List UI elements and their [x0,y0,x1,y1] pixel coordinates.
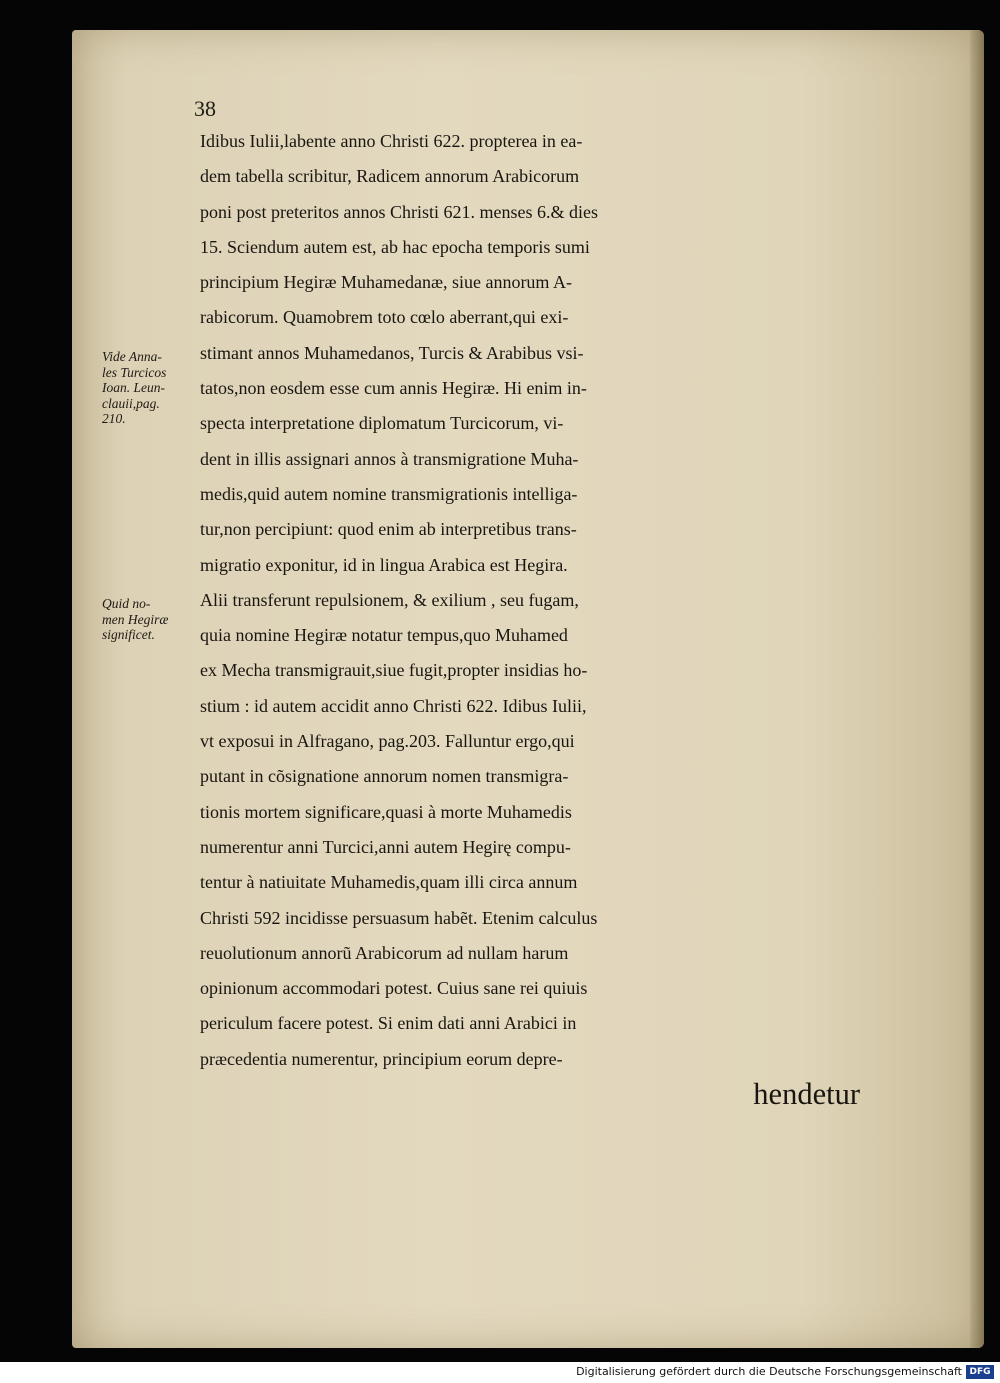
marginal-note-line: 210. [102,411,126,426]
text-line: tur,non percipiunt: quod enim ab interpretibus trans- [200,519,577,540]
catchword: hendetur [753,1077,860,1112]
text-line: Christi 592 incidisse persuasum habẽt. Etenim calculus [200,907,598,928]
page-number: 38 [194,96,216,121]
text-line: dem tabella scribitur, Radicem annorum Arabicorum [200,166,580,187]
text-line: migratio exponitur, id in lingua Arabica est Hegira. [200,554,568,575]
page-edge [970,30,984,1348]
text-line: numerentur anni Turcici,anni autem Hegirę compu- [200,836,571,857]
text-line: dent in illis assignari annos à transmigratione Muha- [200,448,579,469]
marginal-note-line: clauii,pag. [102,395,160,411]
marginal-note-line: Ioan. Leun- [102,380,165,395]
text-line: tionis mortem significare,quasi à morte Muhamedis [200,801,572,822]
text-line: poni post preteritos annos Christi 621. menses 6.& dies [200,201,598,222]
marginal-note-line: men Hegiræ [102,611,169,627]
text-line: opinionum accommodari potest. Cuius sane rei quiuis [200,978,588,999]
text-line: vt exposui in Alfragano, pag.203. Falluntur ergo,qui [200,731,575,752]
footer-bar [0,1362,1000,1383]
text-line: tentur à natiuitate Muhamedis,quam illi circa annum [200,872,578,893]
body-text [200,124,860,1112]
marginal-note-line: significet. [102,627,155,642]
marginal-note-annales [102,349,166,427]
text-line: ex Mecha transmigrauit,siue fugit,propter insidias ho- [200,660,588,681]
text-line: Alii transferunt repulsionem, & exilium , seu fugam, [200,589,579,610]
text-line: præcedentia numerentur, principium eorum depre- [200,1048,563,1069]
text-line: tatos,non eosdem esse cum annis Hegiræ. Hi enim in- [200,378,587,399]
marginal-note-line: Quid no- [102,596,151,611]
text-line: periculum facere potest. Si enim dati anni Arabici in [200,1013,577,1034]
text-line: principium Hegiræ Muhamedanæ, siue annorum A- [200,272,572,293]
text-line: stium : id autem accidit anno Christi 622. Idibus Iulii, [200,695,587,716]
text-line: Idibus Iulii,labente anno Christi 622. propterea in ea- [200,131,583,151]
text-line: quia nomine Hegiræ notatur tempus,quo Muhamed [200,625,568,646]
footer-credit: Digitalisierung gefördert durch die Deutsche Forschungsgemeinschaft [576,1365,962,1378]
text-line: reuolutionum annorũ Arabicorum ad nullam harum [200,942,569,963]
text-line: medis,quid autem nomine transmigrationis intelliga- [200,483,578,504]
text-line: stimant annos Muhamedanos, Turcis & Arabibus vsi- [200,342,584,363]
text-line: 15. Sciendum autem est, ab hac epocha temporis sumi [200,236,590,257]
text-line: specta interpretatione diplomatum Turcicorum, vi- [200,413,564,434]
text-line: rabicorum. Quamobrem toto cœlo aberrant,qui exi- [200,307,569,328]
dfg-logo: DFG [966,1365,994,1379]
marginal-note-line: les Turcicos [102,364,167,380]
marginal-note-line: Vide Anna- [102,349,162,364]
text-line: putant in cõsignatione annorum nomen transmigra- [200,766,569,787]
marginal-note-hegira [102,596,168,643]
